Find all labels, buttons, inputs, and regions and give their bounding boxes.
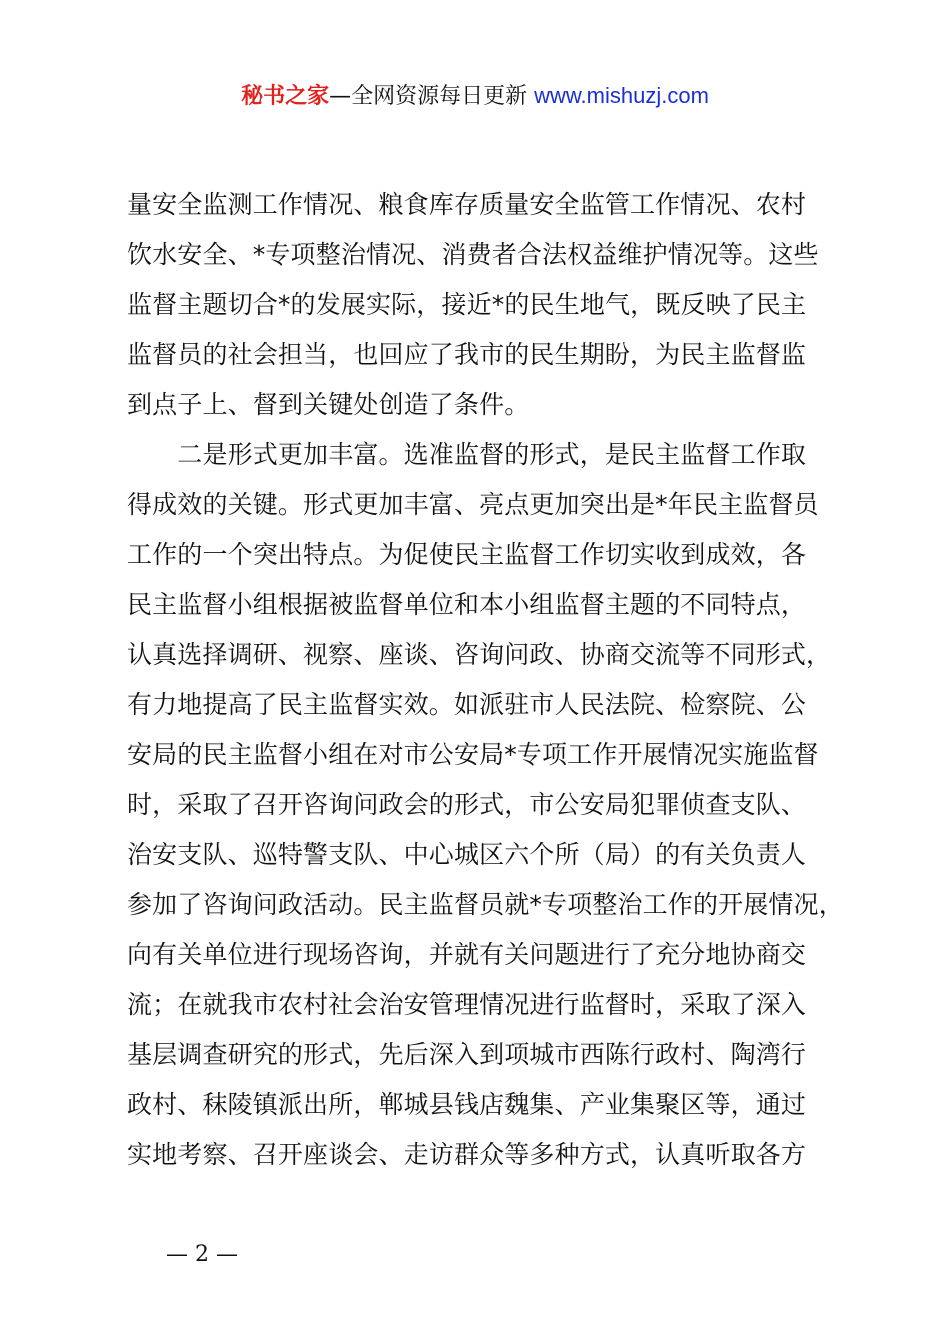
brand-name: 秘书之家 [241, 84, 330, 109]
body-line: 认真选择调研、视察、座谈、咨询问政、协商交流等不同形式， [127, 640, 832, 669]
body-line: 工作的一个突出特点。为促使民主监督工作切实收到成效，各 [127, 540, 807, 569]
body-line: 量安全监测工作情况、粮食库存质量安全监管工作情况、农村 [127, 190, 807, 219]
body-line: 参加了咨询问政活动。民主监督员就*专项整治工作的开展情况， [127, 890, 844, 919]
paragraph-start-line: 二是形式更加丰富。选准监督的形式，是民主监督工作取 [127, 440, 807, 469]
site-url[interactable]: www.mishuzj.com [534, 83, 709, 108]
page-header [0, 80, 950, 113]
body-line: 治安支队、巡特警支队、中心城区六个所（局）的有关负责人 [127, 840, 807, 869]
body-line: 实地考察、召开座谈会、走访群众等多种方式，认真听取各方 [127, 1140, 807, 1169]
body-line: 得成效的关键。形式更加丰富、亮点更加突出是*年民主监督员 [127, 490, 819, 519]
body-line: 监督员的社会担当，也回应了我市的民生期盼，为民主监督监 [127, 340, 807, 369]
body-line: 时，采取了召开咨询问政会的形式，市公安局犯罪侦查支队、 [127, 790, 807, 819]
body-line: 监督主题切合*的发展实际，接近*的民生地气，既反映了民主 [127, 290, 807, 319]
body-line: 有力地提高了民主监督实效。如派驻市人民法院、检察院、公 [127, 690, 807, 719]
body-line: 安局的民主监督小组在对市公安局*专项工作开展情况实施监督 [127, 740, 819, 769]
body-line: 向有关单位进行现场咨询，并就有关问题进行了充分地协商交 [127, 940, 807, 969]
body-line: 流；在就我市农村社会治安管理情况进行监督时，采取了深入 [127, 990, 807, 1019]
header-tagline: —全网资源每日更新 [329, 84, 535, 109]
body-line: 政村、秣陵镇派出所，郸城县钱店魏集、产业集聚区等，通过 [127, 1090, 807, 1119]
body-line: 基层调查研究的形式，先后深入到项城市西陈行政村、陶湾行 [127, 1040, 807, 1069]
body-line: 民主监督小组根据被监督单位和本小组监督主题的不同特点， [127, 590, 807, 619]
page-number: — 2 — [166, 1242, 238, 1267]
body-line: 到点子上、督到关键处创造了条件。 [127, 390, 530, 419]
body-line: 饮水安全、*专项整治情况、消费者合法权益维护情况等。这些 [127, 240, 819, 269]
